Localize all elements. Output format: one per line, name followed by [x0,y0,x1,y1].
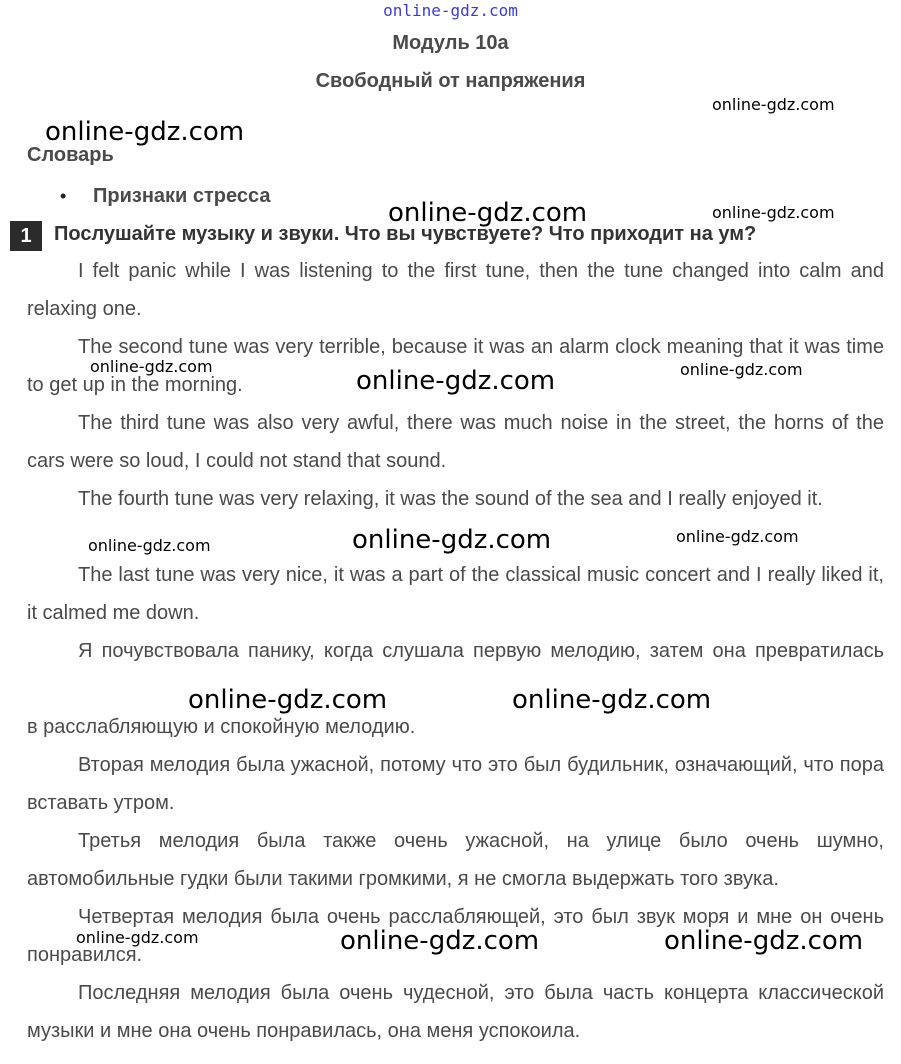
paragraph-en-2: The second tune was very terrible, because it was an alarm clock meaning that it was time to get up in the morning. [27,336,884,396]
watermark: online-gdz.com [76,928,199,947]
watermark: online-gdz.com [45,117,245,147]
watermark: online-gdz.com [88,536,211,555]
paragraph-ru-2: Вторая мелодия была ужасной, потому что это был будильник, означающий, что пора вставать утром. [27,754,884,814]
watermark: online-gdz.com [352,525,552,555]
paragraph-ru-1-continued: в расслабляющую и спокойную мелодию. [27,716,416,738]
vocabulary-title: Словарь [27,144,114,166]
paragraph-ru-3: Третья мелодия была также очень ужасной, на улице было очень шумно, автомобильные гудки были такими громкими, я не смогла выдержать того звука. [27,830,884,890]
paragraph-en-5: The last tune was very nice, it was a part of the classical music concert and I really liked it, it calmed me down. [27,564,884,624]
exercise-instruction: Послушайте музыку и звуки. Что вы чувствуете? Что приходит на ум? [54,223,757,245]
watermark: online-gdz.com [340,926,540,956]
paragraph-en-1: I felt panic while I was listening to the first tune, then the tune changed into calm and relaxing one. [27,260,884,320]
bullet-marker: • [60,186,67,206]
watermark: online-gdz.com [664,926,864,956]
paragraph-en-3: The third tune was also very awful, there was much noise in the street, the horns of the cars were so loud, I could not stand that sound. [27,412,884,472]
watermark: online-gdz.com [680,360,803,379]
paragraph-ru-5: Последняя мелодия была очень чудесной, это была часть концерта классической музыки и мне она очень понравилась, она меня успокоила. [27,982,884,1042]
watermark: online-gdz.com [712,203,835,222]
vocabulary-item: Признаки стресса [93,185,271,207]
watermark: online-gdz.com [712,95,835,114]
paragraph-ru-1: Я почувствовала панику, когда слушала первую мелодию, затем она превратилась [78,640,884,662]
paragraph-en-4: The fourth tune was very relaxing, it was the sound of the sea and I really enjoyed it. [78,488,823,510]
paragraph-ru-4: Четвертая мелодия была очень расслабляющей, это был звук моря и мне он очень понравился. [27,906,884,966]
module-title: Модуль 10а [392,32,509,54]
watermark: online-gdz.com [676,527,799,546]
module-subtitle: Свободный от напряжения [315,70,586,92]
watermark: online-gdz.com [356,366,556,396]
watermark: online-gdz.com [388,198,588,228]
watermark: online-gdz.com [90,357,213,376]
watermark: online-gdz.com [512,685,712,715]
watermark: online-gdz.com [188,685,388,715]
exercise-number-badge: 1 [10,221,42,251]
top-watermark: online-gdz.com [383,1,518,20]
